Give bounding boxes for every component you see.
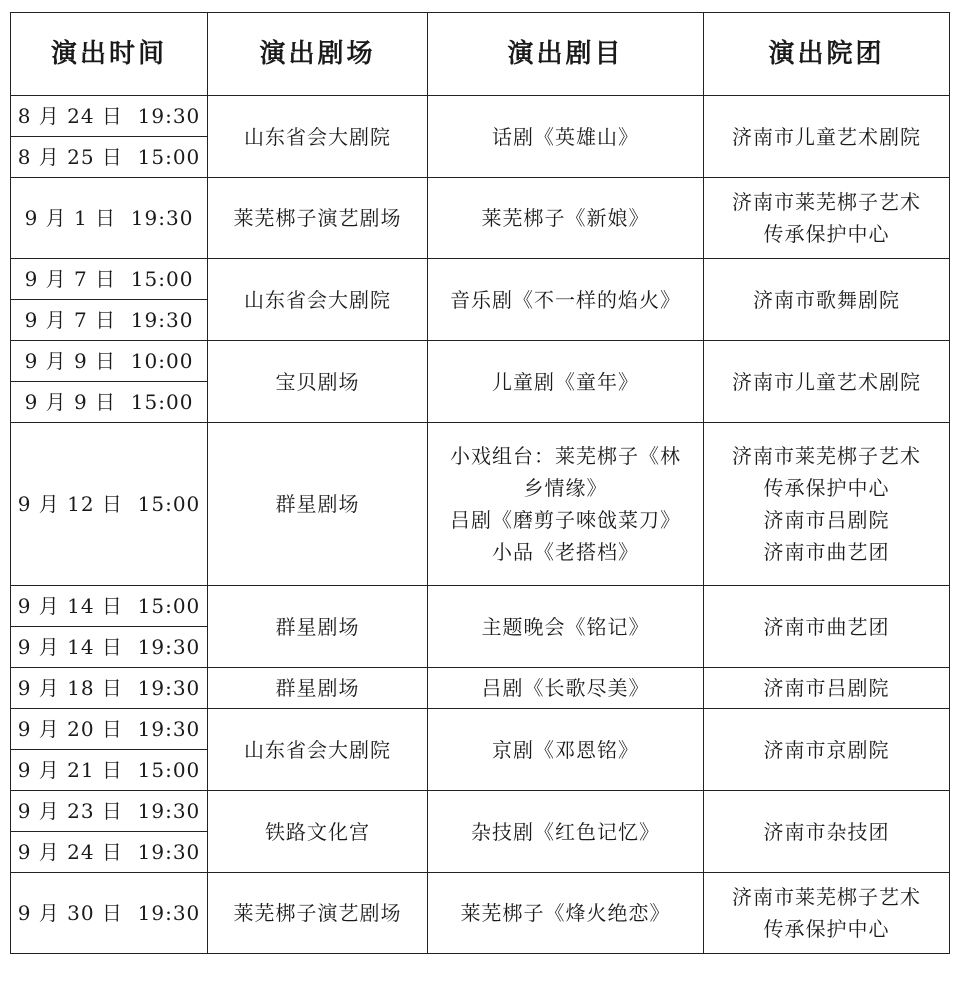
venue-cell: 山东省会大剧院 [208, 709, 428, 791]
table-row [11, 178, 950, 259]
venue-cell: 群星剧场 [208, 423, 428, 586]
program-cell [428, 423, 704, 586]
program-line: 小戏组台：莱芜梆子《林 [450, 444, 681, 468]
troupe-line: 济南市儿童艺术剧院 [732, 124, 921, 149]
troupe-line: 济南市莱芜梆子艺术 [732, 885, 921, 909]
time-cell: 9 月 7 日 15:00 [11, 259, 208, 300]
table-row [11, 586, 950, 627]
time-cell: 8 月 24 日 19:30 [11, 96, 208, 137]
table-row [11, 709, 950, 750]
time-cell: 9 月 24 日 19:30 [11, 832, 208, 873]
time-cell: 9 月 9 日 15:00 [11, 382, 208, 423]
header-troupe: 演出院团 [704, 13, 950, 96]
troupe-cell [704, 668, 950, 709]
time-cell: 9 月 20 日 19:30 [11, 709, 208, 750]
table-row [11, 259, 950, 300]
time-cell: 9 月 14 日 15:00 [11, 586, 208, 627]
program-cell [428, 873, 704, 954]
time-cell: 9 月 30 日 19:30 [11, 873, 208, 954]
table-row [11, 341, 950, 382]
program-cell [428, 259, 704, 341]
program-cell [428, 709, 704, 791]
venue-cell: 宝贝剧场 [208, 341, 428, 423]
program-line: 乡情缘》 [523, 476, 608, 500]
troupe-cell [704, 178, 950, 259]
troupe-cell [704, 341, 950, 423]
troupe-cell [704, 96, 950, 178]
performance-schedule-table [10, 12, 950, 954]
time-cell: 9 月 12 日 15:00 [11, 423, 208, 586]
time-cell: 9 月 1 日 19:30 [11, 178, 208, 259]
time-cell: 9 月 7 日 19:30 [11, 300, 208, 341]
program-line: 主题晚会《铭记》 [481, 614, 650, 639]
program-cell [428, 178, 704, 259]
troupe-line: 济南市莱芜梆子艺术 [732, 444, 921, 468]
program-cell [428, 341, 704, 423]
troupe-line: 传承保护中心 [763, 917, 890, 941]
venue-cell: 山东省会大剧院 [208, 96, 428, 178]
venue-cell: 莱芜梆子演艺剧场 [208, 178, 428, 259]
troupe-line: 济南市莱芜梆子艺术 [732, 190, 921, 214]
header-venue: 演出剧场 [208, 13, 428, 96]
venue-cell: 山东省会大剧院 [208, 259, 428, 341]
troupe-line: 济南市吕剧院 [763, 508, 890, 532]
troupe-cell [704, 423, 950, 586]
program-line: 吕剧《磨剪子唻戗菜刀》 [450, 508, 681, 532]
time-cell: 9 月 21 日 15:00 [11, 750, 208, 791]
program-line: 吕剧《长歌尽美》 [481, 676, 650, 700]
troupe-line: 济南市杂技团 [763, 819, 890, 844]
program-line: 莱芜梆子《烽火绝恋》 [460, 901, 671, 925]
program-line: 话剧《英雄山》 [492, 124, 639, 149]
table-row [11, 668, 950, 709]
troupe-line: 济南市歌舞剧院 [753, 287, 900, 312]
troupe-cell [704, 791, 950, 873]
time-cell: 9 月 9 日 10:00 [11, 341, 208, 382]
table-row [11, 873, 950, 954]
program-line: 小品《老搭档》 [492, 540, 639, 564]
program-cell [428, 96, 704, 178]
troupe-line: 济南市曲艺团 [763, 614, 890, 639]
time-cell: 9 月 23 日 19:30 [11, 791, 208, 832]
troupe-cell [704, 586, 950, 668]
program-cell [428, 791, 704, 873]
troupe-line: 济南市儿童艺术剧院 [732, 369, 921, 394]
header-time: 演出时间 [11, 13, 208, 96]
header-program: 演出剧目 [428, 13, 704, 96]
troupe-line: 传承保护中心 [763, 476, 890, 500]
venue-cell: 铁路文化宫 [208, 791, 428, 873]
program-line: 京剧《邓恩铭》 [492, 737, 639, 762]
program-line: 莱芜梆子《新娘》 [481, 206, 650, 230]
troupe-line: 济南市京剧院 [763, 737, 890, 762]
troupe-cell [704, 709, 950, 791]
troupe-line: 传承保护中心 [763, 222, 890, 246]
time-cell: 9 月 14 日 19:30 [11, 627, 208, 668]
program-line: 杂技剧《红色记忆》 [471, 819, 660, 844]
program-cell [428, 586, 704, 668]
troupe-line: 济南市吕剧院 [763, 676, 890, 700]
troupe-cell [704, 259, 950, 341]
header-row [11, 13, 950, 96]
program-cell [428, 668, 704, 709]
table-row [11, 96, 950, 137]
venue-cell: 莱芜梆子演艺剧场 [208, 873, 428, 954]
table-row [11, 791, 950, 832]
time-cell: 8 月 25 日 15:00 [11, 137, 208, 178]
troupe-line: 济南市曲艺团 [763, 540, 890, 564]
troupe-cell [704, 873, 950, 954]
table-row [11, 423, 950, 586]
venue-cell: 群星剧场 [208, 586, 428, 668]
program-line: 儿童剧《童年》 [492, 369, 639, 394]
venue-cell: 群星剧场 [208, 668, 428, 709]
program-line: 音乐剧《不一样的焰火》 [450, 287, 681, 312]
time-cell: 9 月 18 日 19:30 [11, 668, 208, 709]
